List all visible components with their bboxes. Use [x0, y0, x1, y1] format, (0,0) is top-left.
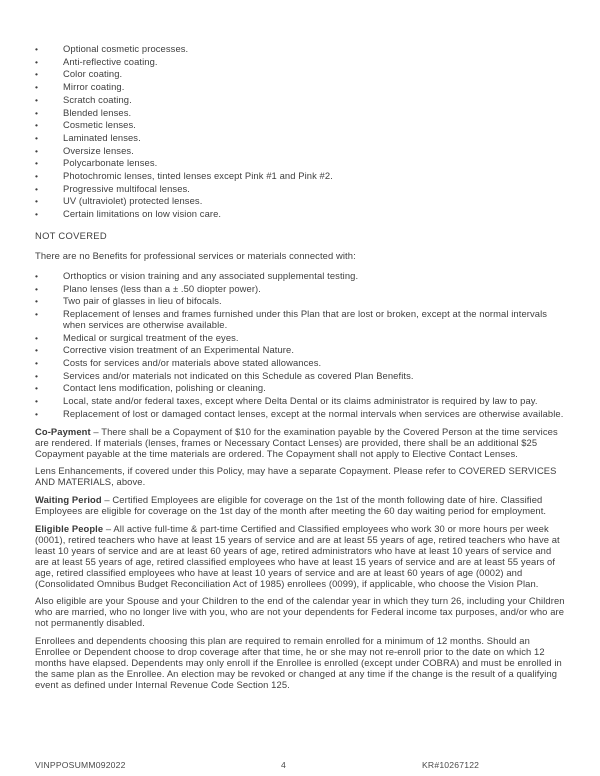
bullet-marker: • [35, 408, 39, 419]
footer-reference-number: KR#10267122 [422, 760, 480, 770]
bullet-item-text: Mirror coating. [63, 81, 125, 93]
bullet-item [35, 409, 565, 420]
footer-document-code: VINPPOSUMM092022 [35, 760, 126, 770]
bullet-item [35, 333, 565, 344]
bullet-item [35, 171, 565, 182]
enrollment-rules-paragraph: Enrollees and dependents choosing this plan are required to remain enrolled for a minimum of 12 months. Should an Enrollee or Dependent choose to drop coverage after that time, he or she may not re-enroll prior to the date on which 12 months have elapsed. Dependents may only enroll if the Enrollee is enrolled (except under COBRA) and must be enrolled in the same plan as the Enrollee. An election may be revoked or changed at any time if the change is the result of a qualifying event as defined under Internal Revenue Code Section 125. [35, 635, 562, 690]
bullet-item [35, 95, 565, 106]
bullet-item [35, 371, 565, 382]
eligible-people-text: – All active full-time & part-time Certified and Classified employees who work 30 or more hours per week (0001), retired teachers who have at least 15 years of service and are at least 55 years of age, retired teachers who have at least 10 years of service and are at least 60 years of age, retired administrators who have at least 10 years of service and are at least 55 years of age, retired classified employees who have at least 15 years of service and are at least 55 years of age, retired classified employees who have at least 10 years of service and are at least 60 years of age (0002) and (Consolidated Omnibus Budget Reconciliation Act of 1985) enrollees (0099), if applicable, who choose the Vision Plan. [35, 523, 560, 589]
co-payment-label: Co-Payment [35, 425, 91, 437]
bullet-marker: • [35, 396, 39, 407]
bullet-marker: • [35, 196, 39, 207]
bullet-marker: • [35, 44, 39, 54]
bullet-item-text: Scratch coating. [63, 93, 132, 105]
bullet-item-text: Certain limitations on low vision care. [63, 208, 222, 220]
bullet-marker: • [35, 370, 39, 381]
waiting-period-label: Waiting Period [35, 494, 102, 506]
bullet-item [35, 209, 565, 220]
bullet-item [35, 184, 565, 195]
bullet-item-text: Replacement of lost or damaged contact lenses, except at the normal intervals when services are otherwise available. [63, 407, 564, 419]
bullet-item [35, 296, 565, 307]
eligible-people-paragraph [35, 524, 565, 589]
bullet-item-text: Polycarbonate lenses. [63, 157, 158, 169]
bullet-item [35, 146, 565, 157]
co-payment-text: – There shall be a Copayment of $10 for the examination payable by the Covered Person at the time services are rendered. If materials (lenses, frames or Necessary Contact Lenses) are provided, there shall be an additional $25 Copayment payable at the time materials are ordered. The Copayment shall not apply to Elective Contact Lenses. [35, 425, 558, 459]
bullet-item-text: Cosmetic lenses. [63, 119, 136, 131]
lens-enhancements-paragraph: Lens Enhancements, if covered under this Policy, may have a separate Copayment. Please refer to COVERED SERVICES AND MATERIALS, above. [35, 465, 557, 488]
bullet-marker: • [35, 82, 39, 93]
bullet-item-text: Plano lenses (less than a ± .50 diopter power). [63, 282, 261, 294]
bullet-item-text: Orthoptics or vision training and any associated supplemental testing. [63, 269, 359, 281]
bullet-marker: • [35, 209, 39, 220]
bullet-item [35, 133, 565, 144]
footer-page-number: 4 [281, 760, 286, 770]
bullet-marker: • [35, 270, 39, 281]
bullet-marker: • [35, 308, 39, 319]
bullet-item [35, 309, 565, 331]
also-eligible-paragraph: Also eligible are your Spouse and your Children to the end of the calendar year in which they turn 26, including your Children who are married, who no longer live with you, who are not your dependents for Federal income tax purposes, and/or who are not permanently disabled. [35, 595, 565, 629]
bullet-item-text: Local, state and/or federal taxes, except where Delta Dental or its claims administrator is required by law to pay. [63, 395, 538, 407]
bullet-item-text: Services and/or materials not indicated on this Schedule as covered Plan Benefits. [63, 369, 414, 381]
bullet-marker: • [35, 94, 39, 105]
waiting-period-text: – Certified Employees are eligible for coverage on the 1st of the month following date of hire. Classified Employees are eligible for coverage on the 1st day of the month after meeting the 60 day waiting period for employment. [35, 494, 547, 517]
bullet-item [35, 396, 565, 407]
bullet-item [35, 69, 565, 80]
bullet-item [35, 108, 565, 119]
bullet-marker: • [35, 145, 39, 156]
bullet-item [35, 158, 565, 169]
not-covered-list [35, 271, 565, 420]
eligible-people-label: Eligible People [35, 523, 104, 535]
bullet-marker: • [35, 283, 39, 294]
bullet-item-text: Anti-reflective coating. [63, 55, 158, 67]
bullet-item-text: Photochromic lenses, tinted lenses except Pink #1 and Pink #2. [63, 170, 333, 182]
bullet-item-text: Contact lens modification, polishing or cleaning. [63, 382, 266, 394]
bullet-item [35, 284, 565, 295]
bullet-item [35, 196, 565, 207]
bullet-item [35, 44, 565, 55]
bullet-marker: • [35, 296, 39, 307]
bullet-marker: • [35, 171, 39, 182]
bullet-item-text: UV (ultraviolet) protected lenses. [63, 195, 203, 207]
bullet-marker: • [35, 69, 39, 80]
bullet-marker: • [35, 132, 39, 143]
bullet-item [35, 358, 565, 369]
bullet-item-text: Corrective vision treatment of an Experimental Nature. [63, 344, 295, 356]
bullet-item-text: Replacement of lenses and frames furnished under this Plan that are lost or broken, except at the normal intervals when services are otherwise available. [63, 307, 548, 330]
bullet-item-text: Optional cosmetic processes. [63, 43, 189, 54]
bullet-item [35, 383, 565, 394]
bullet-marker: • [35, 120, 39, 131]
bullet-item [35, 271, 565, 282]
bullet-item-text: Color coating. [63, 68, 123, 80]
bullet-item-text: Two pair of glasses in lieu of bifocals. [63, 295, 222, 307]
bullet-marker: • [35, 183, 39, 194]
bullet-item-text: Medical or surgical treatment of the eyes. [63, 331, 239, 343]
bullet-marker: • [35, 56, 39, 67]
bullet-marker: • [35, 345, 39, 356]
bullet-item [35, 57, 565, 68]
bullet-marker: • [35, 107, 39, 118]
bullet-item-text: Blended lenses. [63, 106, 132, 118]
co-payment-paragraph [35, 427, 565, 460]
bullet-marker: • [35, 332, 39, 343]
bullet-item [35, 120, 565, 131]
bullet-marker: • [35, 158, 39, 169]
bullet-item-text: Costs for services and/or materials above stated allowances. [63, 356, 322, 368]
bullet-marker: • [35, 383, 39, 394]
bullet-marker: • [35, 357, 39, 368]
bullet-item [35, 82, 565, 93]
bullet-item-text: Progressive multifocal lenses. [63, 182, 191, 194]
bullet-item-text: Oversize lenses. [63, 144, 134, 156]
bullet-item-text: Laminated lenses. [63, 131, 141, 143]
not-covered-intro: There are no Benefits for professional services or materials connected with: [35, 249, 356, 261]
waiting-period-paragraph [35, 495, 565, 517]
bullet-item [35, 345, 565, 356]
not-covered-heading: NOT COVERED [35, 230, 107, 242]
excluded-lens-options-list [35, 44, 565, 220]
